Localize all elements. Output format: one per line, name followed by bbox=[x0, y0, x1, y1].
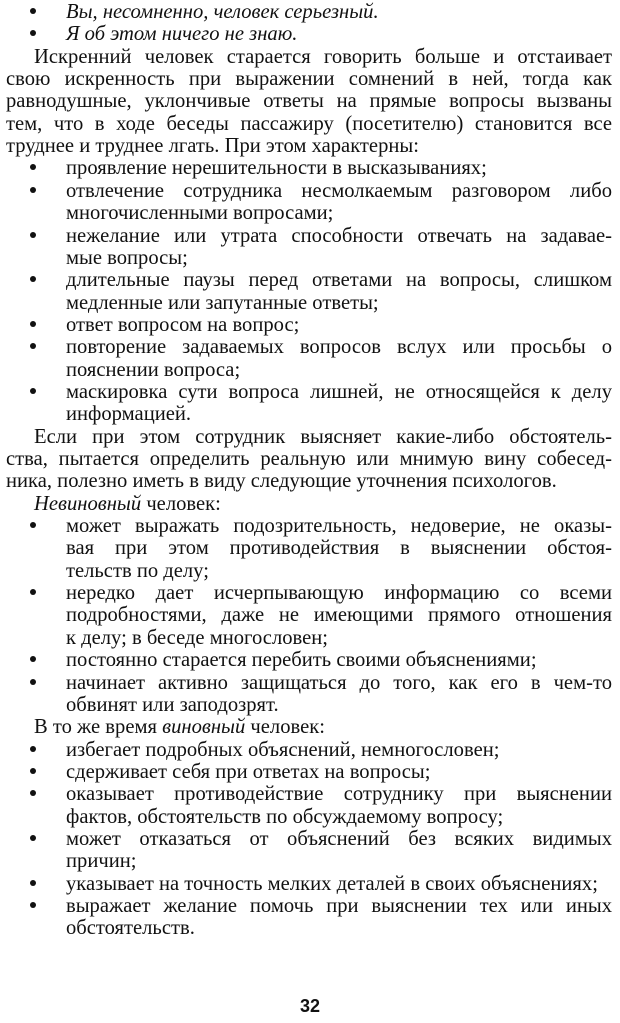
bullet-icon bbox=[30, 321, 36, 327]
bullet-line bbox=[0, 806, 620, 829]
bullet-line bbox=[0, 895, 620, 918]
bullet-line bbox=[0, 649, 620, 672]
paragraph-line bbox=[0, 448, 620, 471]
bullet-line bbox=[0, 314, 620, 337]
bullet-item-text: постоянно старается перебить своими объяснениями; bbox=[66, 649, 537, 672]
paragraph-text: тем, что в ходе беседы пассажиру (посетителю) становится все bbox=[6, 112, 612, 135]
lead-suffix: человек: bbox=[245, 716, 325, 739]
lead-text bbox=[34, 716, 325, 739]
paragraph-text: равнодушные, уклончивые ответы на прямые вопросы вызваны bbox=[6, 90, 612, 113]
bullet-item-text: обстоятельств. bbox=[66, 917, 195, 940]
bullet-item-text: маскировка сути вопроса лишней, не относящейся к делу bbox=[66, 380, 612, 403]
bullet-item-text: подробностями, даже не имеющими прямого отношения bbox=[66, 604, 612, 627]
paragraph-text: ника, полезно иметь в виду следующие уточнения психологов. bbox=[6, 470, 557, 493]
bullet-line bbox=[0, 582, 620, 605]
bullet-item-text: проявление нерешительности в высказываниях; bbox=[66, 157, 487, 180]
bullet-item-text: пояснении вопроса; bbox=[66, 358, 241, 381]
bullet-line bbox=[0, 604, 620, 627]
lead-line bbox=[0, 716, 620, 739]
bullet-item-text: вая при этом противодействия в выяснении обстоя- bbox=[66, 537, 612, 560]
bullet-item-text: сдерживает себя при ответах на вопросы; bbox=[66, 760, 431, 783]
bullet-item-text: Я об этом ничего не знаю. bbox=[66, 23, 298, 46]
paragraph-line bbox=[0, 113, 620, 136]
bullet-item-text: многочисленными вопросами; bbox=[66, 202, 334, 225]
bullet-item-text: повторение задаваемых вопросов вслух или просьбы о bbox=[66, 336, 612, 359]
paragraph-text: ства, пытается определить реальную или мнимую вину собесед- bbox=[6, 448, 612, 470]
bullet-line bbox=[0, 672, 620, 695]
bullet-line bbox=[0, 917, 620, 940]
bullet-line bbox=[0, 828, 620, 851]
bullet-line bbox=[0, 202, 620, 225]
bullet-line bbox=[0, 694, 620, 717]
bullet-line bbox=[0, 850, 620, 873]
bullet-item-text: может отказаться от объяснений без всяких видимых bbox=[66, 827, 612, 850]
bullet-line bbox=[0, 403, 620, 426]
bullet-icon bbox=[30, 589, 36, 595]
bullet-item-text: обвинят или заподозрят. bbox=[66, 693, 279, 716]
bullet-line bbox=[0, 537, 620, 560]
lead-text bbox=[34, 493, 221, 516]
bullet-icon bbox=[30, 522, 36, 528]
bullet-item-text: информацией. bbox=[66, 403, 192, 426]
bullet-line bbox=[0, 783, 620, 806]
bullet-line bbox=[0, 739, 620, 762]
bullet-item-text: может выражать подозрительность, недоверие, не оказы- bbox=[66, 515, 612, 538]
bullet-item-text: избегает подробных объяснений, немногословен; bbox=[66, 738, 500, 761]
bullet-icon bbox=[30, 679, 36, 685]
paragraph-text: свою искренность при выражении сомнений в ней, тогда как bbox=[6, 68, 612, 91]
bullet-item-text: начинает активно защищаться до того, как его в чем-то bbox=[66, 671, 612, 694]
bullet-icon bbox=[30, 835, 36, 841]
bullet-line bbox=[0, 225, 620, 248]
bullet-icon bbox=[30, 880, 36, 886]
paragraph-text: Искренний человек старается говорить больше и отстаивает bbox=[34, 45, 612, 68]
bullet-line bbox=[0, 157, 620, 180]
bullet-item-text: ответ вопросом на вопрос; bbox=[66, 313, 300, 336]
bullet-line bbox=[0, 560, 620, 583]
bullet-item-text: мые вопросы; bbox=[66, 246, 188, 269]
bullet-item-text: нежелание или утрата способности отвечать на задавае- bbox=[66, 224, 612, 247]
bullet-icon bbox=[30, 164, 36, 170]
bullet-icon bbox=[30, 232, 36, 238]
bullet-item-text: фактов, обстоятельств по обсуждаемому вопросу; bbox=[66, 805, 504, 828]
bullet-item-text: отвлечение сотрудника несмолкаемым разговором либо bbox=[66, 179, 612, 202]
bullet-line bbox=[0, 247, 620, 270]
bullet-line bbox=[0, 381, 620, 404]
bullet-line bbox=[0, 336, 620, 359]
bullet-line bbox=[0, 515, 620, 538]
bullet-icon bbox=[30, 656, 36, 662]
bullet-item-text: медленные или запутанные ответы; bbox=[66, 291, 379, 314]
bullet-icon bbox=[30, 388, 36, 394]
bullet-icon bbox=[30, 276, 36, 282]
bullet-line bbox=[0, 359, 620, 382]
bullet-icon bbox=[30, 187, 36, 193]
bullet-line bbox=[0, 180, 620, 203]
paragraph-text: Если при этом сотрудник выясняет какие-либо обстоятель- bbox=[34, 425, 612, 448]
paragraph-line bbox=[0, 426, 620, 449]
paragraph-line bbox=[0, 470, 620, 493]
bullet-item-text: указывает на точность мелких деталей в своих объяснениях; bbox=[66, 872, 598, 895]
bullet-item-text: оказывает противодействие сотруднику при выяснении bbox=[66, 783, 612, 806]
bullet-icon bbox=[30, 902, 36, 908]
bullet-item-text: длительные паузы перед ответами на вопросы, слишком bbox=[66, 269, 612, 292]
lead-emphasis: Невиновный bbox=[34, 492, 142, 515]
paragraph-line bbox=[0, 46, 620, 69]
bullet-line bbox=[0, 292, 620, 315]
bullet-item-text: тельств по делу; bbox=[66, 559, 209, 582]
lead-suffix: человек: bbox=[141, 492, 221, 515]
bullet-icon bbox=[30, 768, 36, 774]
bullet-line bbox=[0, 23, 620, 46]
lead-emphasis: виновный bbox=[162, 716, 246, 739]
bullet-item-text: причин; bbox=[66, 850, 137, 873]
paragraph-text: труднее и труднее лгать. При этом характерны: bbox=[6, 135, 419, 158]
lead-prefix: В то же время bbox=[34, 716, 163, 739]
bullet-line bbox=[0, 627, 620, 650]
bullet-icon bbox=[30, 343, 36, 349]
paragraph-line bbox=[0, 68, 620, 91]
bullet-icon bbox=[30, 746, 36, 752]
bullet-item-text: нередко дает исчерпывающую информацию со всеми bbox=[66, 582, 612, 605]
bullet-item-text: выражает желание помочь при выяснении тех или иных bbox=[66, 895, 612, 917]
bullet-item-text: Вы, несомненно, человек серьезный. bbox=[66, 1, 379, 23]
bullet-line bbox=[0, 1, 620, 24]
bullet-item-text: к делу; в беседе многословен; bbox=[66, 626, 328, 649]
lead-line bbox=[0, 493, 620, 516]
paragraph-line bbox=[0, 90, 620, 113]
page-number: 32 bbox=[299, 996, 321, 1016]
paragraph-line bbox=[0, 135, 620, 158]
bullet-icon bbox=[30, 8, 36, 14]
bullet-icon bbox=[30, 30, 36, 36]
bullet-line bbox=[0, 873, 620, 896]
bullet-line bbox=[0, 761, 620, 784]
bullet-icon bbox=[30, 790, 36, 796]
bullet-line bbox=[0, 269, 620, 292]
